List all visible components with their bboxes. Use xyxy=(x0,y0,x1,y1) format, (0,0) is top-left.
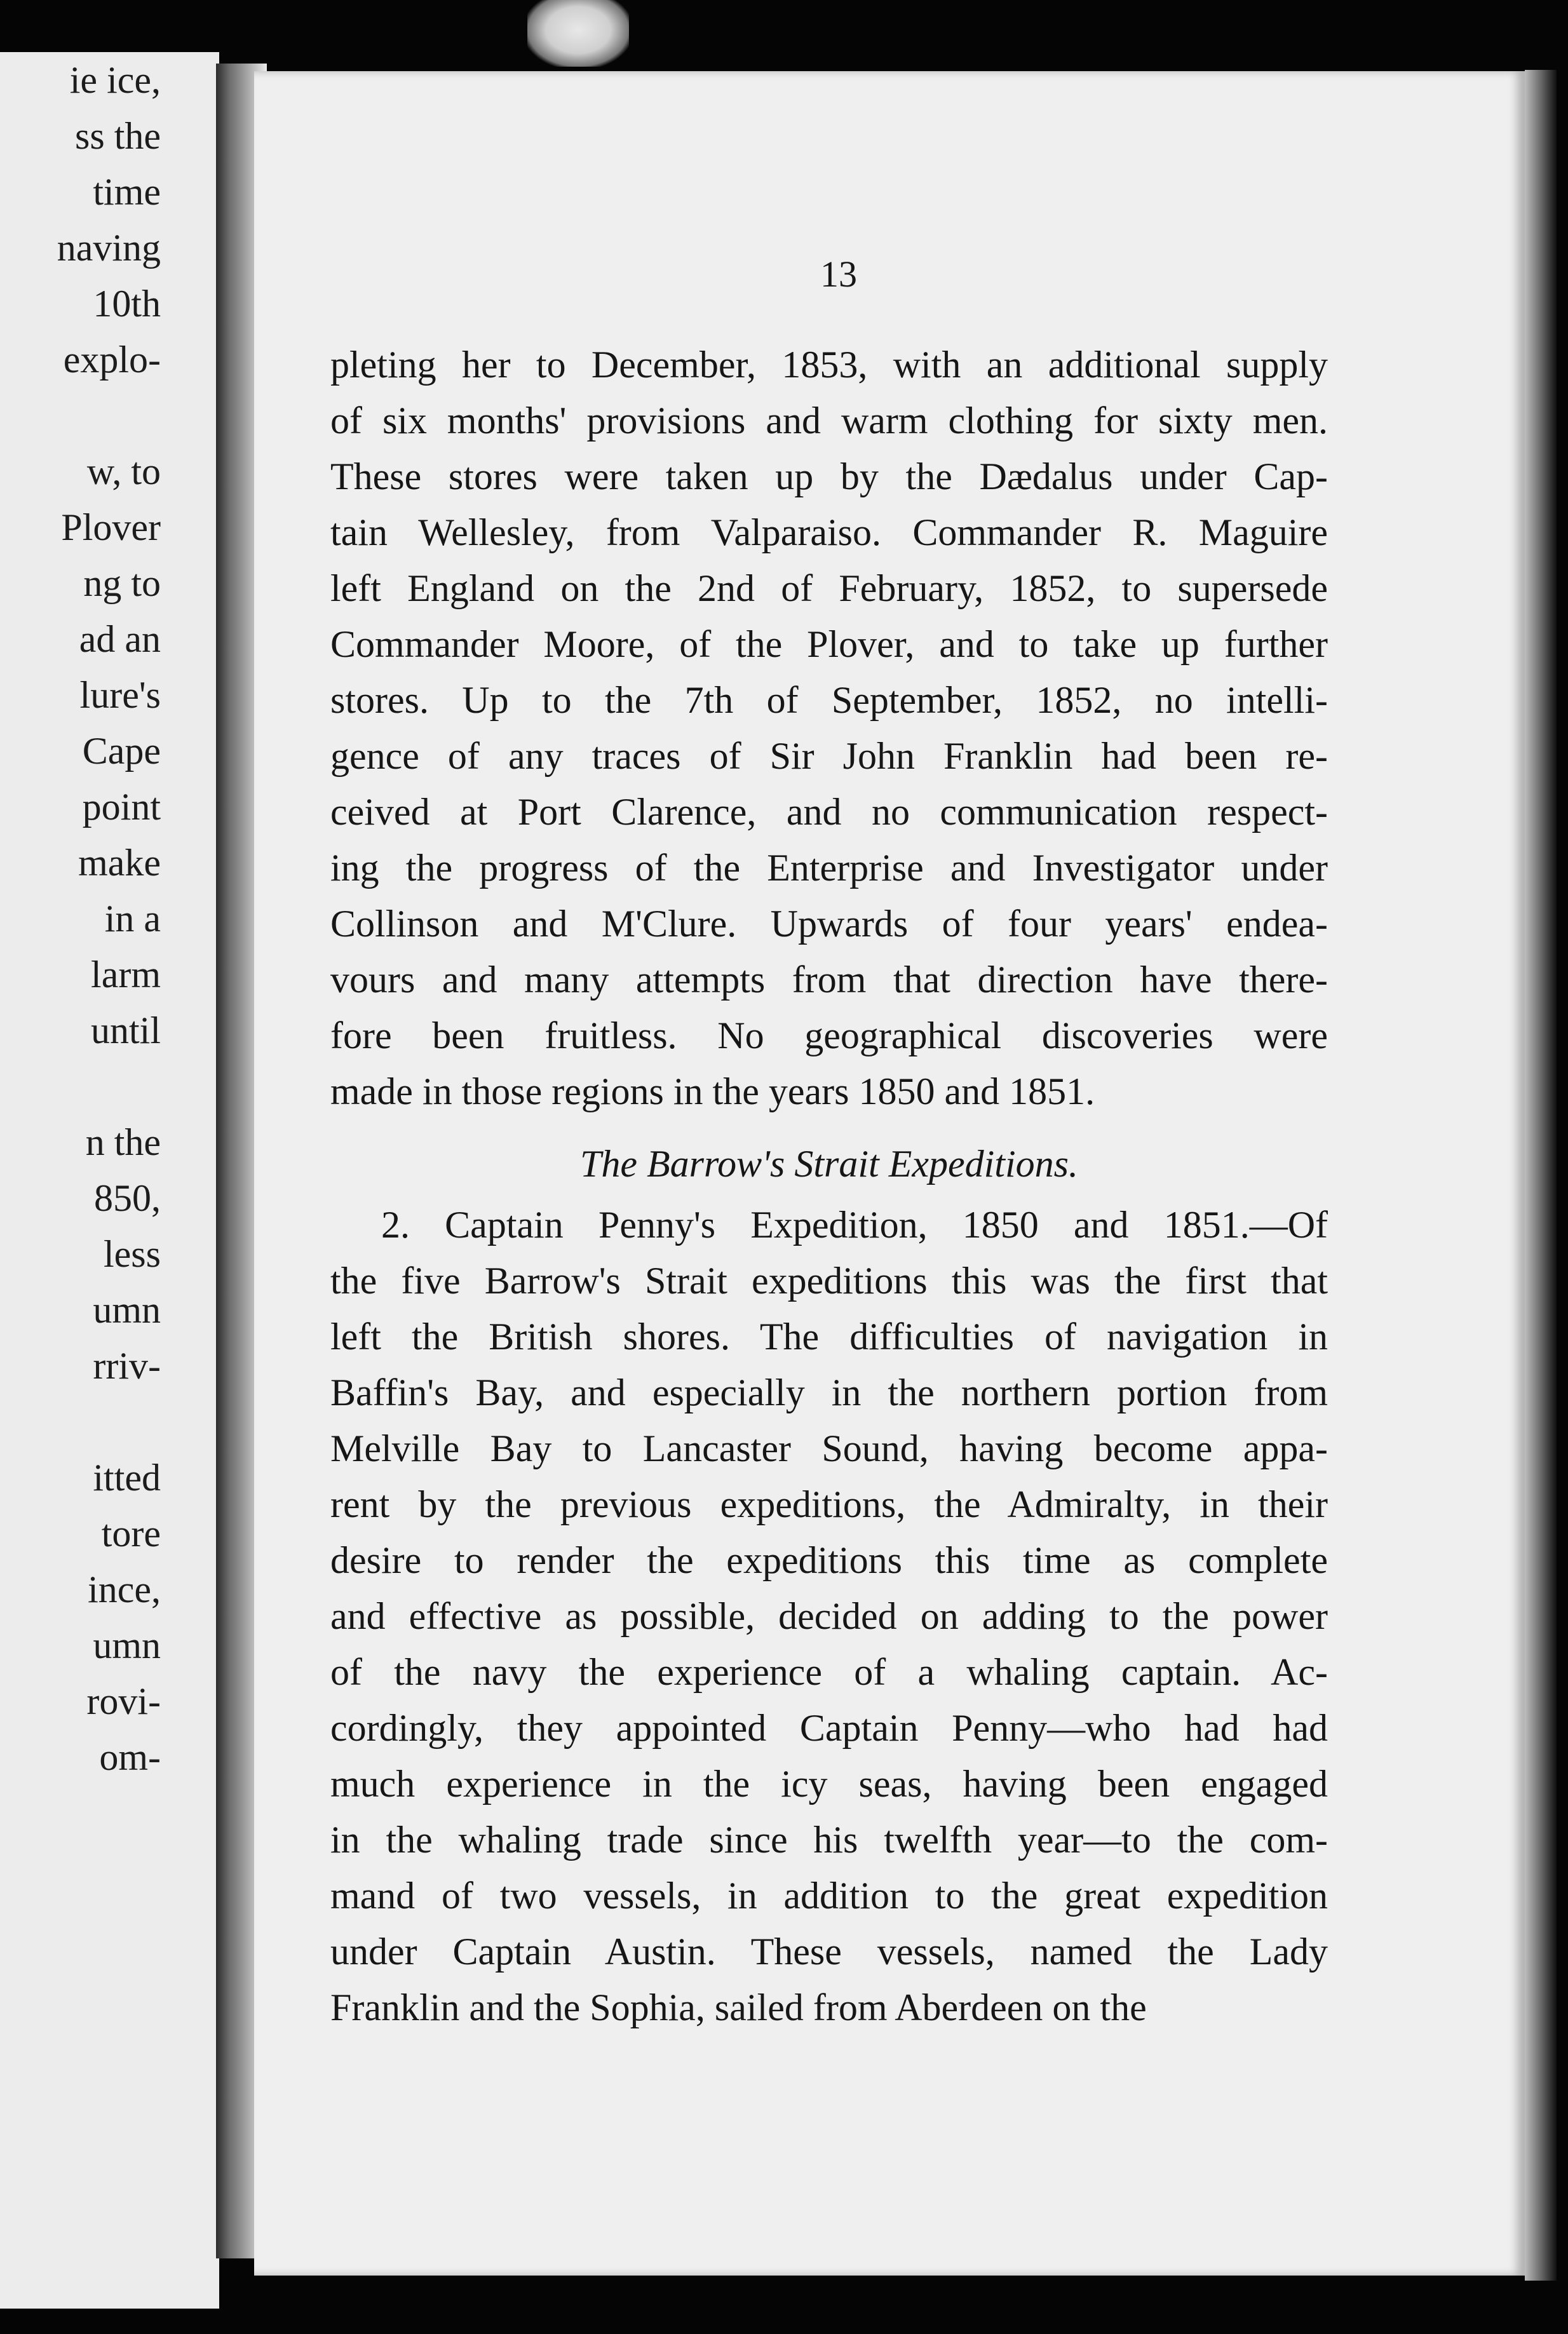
text-line: the five Barrow's Strait expeditions this was the first that xyxy=(330,1260,1328,1302)
left-page-line: less xyxy=(104,1233,161,1275)
text-line: mand of two vessels, in addition to the great expedition xyxy=(330,1875,1328,1917)
left-page-line xyxy=(57,1394,161,1450)
text-line: vours and many attempts from that direction have there- xyxy=(330,959,1328,1001)
text-line: in the whaling trade since his twelfth year—to the com- xyxy=(330,1819,1328,1861)
left-page-line: Plover xyxy=(61,506,161,548)
page-body xyxy=(330,337,1328,2035)
text-line: left England on the 2nd of February, 1852, to supersede xyxy=(330,567,1328,609)
text-line: under Captain Austin. These vessels, named the Lady xyxy=(330,1931,1328,1973)
text-line: Collinson and M'Clure. Upwards of four years' endea- xyxy=(330,903,1328,945)
left-page-line: point xyxy=(82,786,161,828)
left-page-line: Cape xyxy=(82,730,161,772)
left-page-line: in a xyxy=(104,898,161,940)
text-line: Commander Moore, of the Plover, and to take up further xyxy=(330,623,1328,665)
left-page-line: until xyxy=(90,1009,161,1051)
left-page-line: umn xyxy=(93,1289,161,1331)
left-page-line: time xyxy=(93,171,161,213)
paragraph-2 xyxy=(330,1197,1328,2035)
left-page-line xyxy=(57,388,161,443)
text-line: rent by the previous expeditions, the Admiralty, in their xyxy=(330,1483,1328,1525)
paper-stain xyxy=(527,0,629,67)
left-page-line: tore xyxy=(101,1513,161,1555)
text-line: left the British shores. The difficulties of navigation in xyxy=(330,1316,1328,1358)
left-page-text-fragments xyxy=(57,52,161,1785)
left-page-line: ng to xyxy=(83,562,161,604)
text-line: of the navy the experience of a whaling captain. Ac- xyxy=(330,1651,1328,1693)
left-page-line: explo- xyxy=(63,339,161,381)
left-page-line: 850, xyxy=(94,1177,161,1219)
paragraph-1 xyxy=(330,337,1328,1119)
left-page-line: make xyxy=(78,842,161,884)
section-heading: The Barrow's Strait Expeditions. xyxy=(580,1143,1078,1185)
left-page-line: ie ice, xyxy=(69,59,161,101)
text-line: Melville Bay to Lancaster Sound, having become appa- xyxy=(330,1427,1328,1469)
text-line: pleting her to December, 1853, with an additional supply xyxy=(330,344,1328,386)
left-page-line: ad an xyxy=(79,618,161,660)
left-page-line: w, to xyxy=(86,450,161,492)
text-line: Baffin's Bay, and especially in the northern portion from xyxy=(330,1372,1328,1413)
text-line: ceived at Port Clarence, and no communication respect- xyxy=(330,791,1328,833)
left-page-line: 10th xyxy=(93,283,161,325)
text-line: 2. Captain Penny's Expedition, 1850 and 1851.—Of xyxy=(381,1204,1328,1246)
text-line: and effective as possible, decided on adding to the power xyxy=(330,1595,1328,1637)
text-line: Franklin and the Sophia, sailed from Aberdeen on the xyxy=(330,1987,1147,2028)
text-line: desire to render the expeditions this time as complete xyxy=(330,1539,1328,1581)
left-page-line: rriv- xyxy=(93,1345,161,1387)
left-page xyxy=(0,52,219,2309)
text-line: fore been fruitless. No geographical discoveries were xyxy=(330,1015,1328,1056)
text-line: tain Wellesley, from Valparaiso. Commander R. Maguire xyxy=(330,511,1328,553)
left-page-line: rovi- xyxy=(86,1680,161,1722)
left-page-line: n the xyxy=(85,1121,161,1163)
left-page-line: ss the xyxy=(75,115,161,157)
page-number: 13 xyxy=(820,253,857,295)
left-page-line: ince, xyxy=(88,1568,161,1610)
left-page-line: umn xyxy=(93,1624,161,1666)
text-line: made in those regions in the years 1850 and 1851. xyxy=(330,1070,1095,1112)
left-page-line: om- xyxy=(99,1736,161,1778)
left-page-line: lure's xyxy=(79,674,161,716)
left-page-line: naving xyxy=(57,227,161,269)
left-page-line: larm xyxy=(91,954,161,995)
text-line: gence of any traces of Sir John Franklin had been re- xyxy=(330,735,1328,777)
text-line: of six months' provisions and warm clothing for sixty men. xyxy=(330,400,1328,442)
text-line: cordingly, they appointed Captain Penny—who had had xyxy=(330,1707,1328,1749)
text-line: much experience in the icy seas, having been engaged xyxy=(330,1763,1328,1805)
left-page-line: itted xyxy=(93,1457,161,1499)
text-line: ing the progress of the Enterprise and Investigator under xyxy=(330,847,1328,889)
page-edge-shadow xyxy=(1525,70,1557,2281)
text-line: stores. Up to the 7th of September, 1852, no intelli- xyxy=(330,679,1328,721)
text-line: These stores were taken up by the Dædalus under Cap- xyxy=(330,455,1328,497)
left-page-line xyxy=(57,1058,161,1114)
